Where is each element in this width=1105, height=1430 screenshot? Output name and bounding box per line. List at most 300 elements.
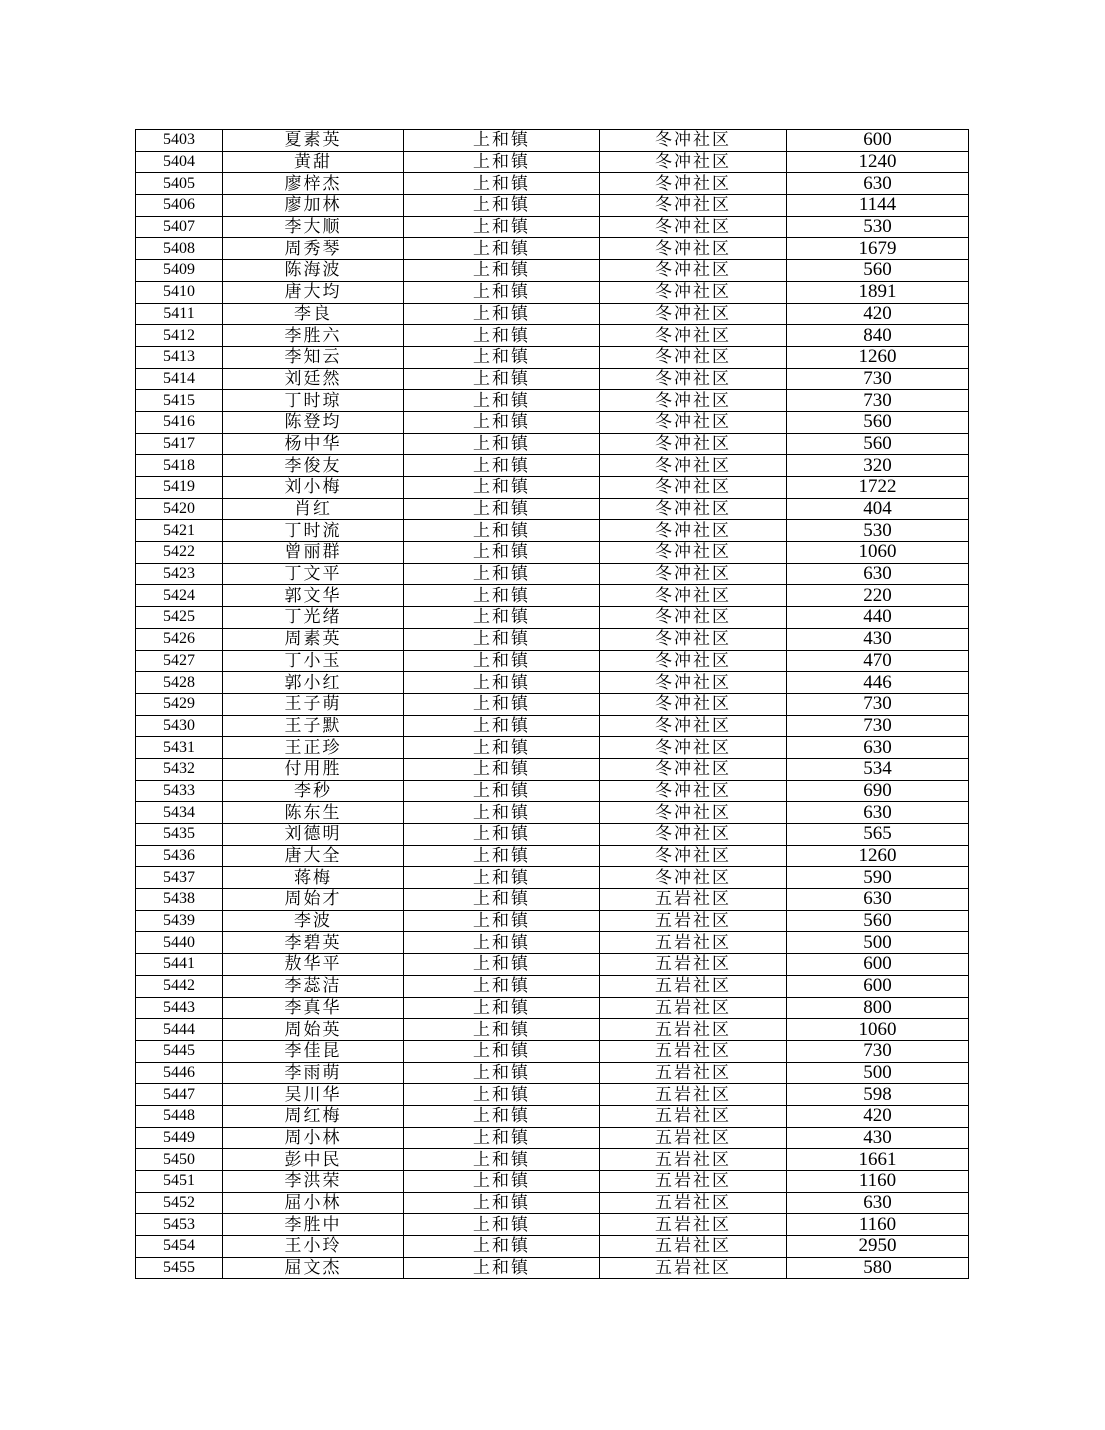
person-name-cell: 李蕊洁: [223, 975, 404, 997]
row-id-cell: 5426: [136, 628, 223, 650]
amount-cell: 446: [787, 672, 969, 694]
person-name-cell: 李雨萌: [223, 1062, 404, 1084]
person-name-cell: 周小林: [223, 1127, 404, 1149]
row-id-cell: 5420: [136, 498, 223, 520]
row-id-cell: 5453: [136, 1214, 223, 1236]
amount-cell: 220: [787, 585, 969, 607]
amount-cell: 1240: [787, 151, 969, 173]
amount-cell: 1160: [787, 1171, 969, 1193]
town-cell: 上和镇: [404, 780, 600, 802]
town-cell: 上和镇: [404, 585, 600, 607]
town-cell: 上和镇: [404, 325, 600, 347]
table-row: [136, 498, 969, 520]
person-name-cell: 吴川华: [223, 1084, 404, 1106]
town-cell: 上和镇: [404, 1019, 600, 1041]
town-cell: 上和镇: [404, 563, 600, 585]
amount-cell: 1060: [787, 542, 969, 564]
row-id-cell: 5414: [136, 368, 223, 390]
town-cell: 上和镇: [404, 1127, 600, 1149]
table-row: [136, 1105, 969, 1127]
table-row: [136, 1127, 969, 1149]
amount-cell: 470: [787, 650, 969, 672]
community-cell: 冬冲社区: [600, 433, 787, 455]
community-cell: 冬冲社区: [600, 650, 787, 672]
town-cell: 上和镇: [404, 498, 600, 520]
roster-table: [135, 129, 969, 1279]
town-cell: 上和镇: [404, 889, 600, 911]
community-cell: 冬冲社区: [600, 520, 787, 542]
person-name-cell: 周秀琴: [223, 238, 404, 260]
amount-cell: 730: [787, 715, 969, 737]
town-cell: 上和镇: [404, 715, 600, 737]
amount-cell: 630: [787, 737, 969, 759]
roster-table-body: [136, 130, 969, 1279]
table-row: [136, 737, 969, 759]
row-id-cell: 5441: [136, 954, 223, 976]
table-row: [136, 1149, 969, 1171]
amount-cell: 2950: [787, 1236, 969, 1258]
person-name-cell: 廖加林: [223, 195, 404, 217]
row-id-cell: 5416: [136, 411, 223, 433]
table-row: [136, 607, 969, 629]
row-id-cell: 5444: [136, 1019, 223, 1041]
row-id-cell: 5446: [136, 1062, 223, 1084]
row-id-cell: 5408: [136, 238, 223, 260]
community-cell: 冬冲社区: [600, 824, 787, 846]
table-row: [136, 390, 969, 412]
table-row: [136, 1236, 969, 1258]
amount-cell: 560: [787, 411, 969, 433]
table-row: [136, 585, 969, 607]
table-row: [136, 889, 969, 911]
table-row: [136, 1192, 969, 1214]
person-name-cell: 刘廷然: [223, 368, 404, 390]
amount-cell: 404: [787, 498, 969, 520]
row-id-cell: 5451: [136, 1171, 223, 1193]
town-cell: 上和镇: [404, 997, 600, 1019]
row-id-cell: 5415: [136, 390, 223, 412]
amount-cell: 690: [787, 780, 969, 802]
row-id-cell: 5411: [136, 303, 223, 325]
amount-cell: 560: [787, 260, 969, 282]
town-cell: 上和镇: [404, 1257, 600, 1279]
amount-cell: 1144: [787, 195, 969, 217]
amount-cell: 630: [787, 889, 969, 911]
town-cell: 上和镇: [404, 130, 600, 152]
table-row: [136, 238, 969, 260]
table-row: [136, 997, 969, 1019]
table-row: [136, 1171, 969, 1193]
row-id-cell: 5435: [136, 824, 223, 846]
amount-cell: 630: [787, 173, 969, 195]
row-id-cell: 5413: [136, 346, 223, 368]
row-id-cell: 5454: [136, 1236, 223, 1258]
town-cell: 上和镇: [404, 932, 600, 954]
person-name-cell: 黄甜: [223, 151, 404, 173]
town-cell: 上和镇: [404, 975, 600, 997]
row-id-cell: 5412: [136, 325, 223, 347]
amount-cell: 530: [787, 216, 969, 238]
row-id-cell: 5421: [136, 520, 223, 542]
community-cell: 冬冲社区: [600, 477, 787, 499]
community-cell: 冬冲社区: [600, 390, 787, 412]
amount-cell: 730: [787, 390, 969, 412]
row-id-cell: 5437: [136, 867, 223, 889]
person-name-cell: 丁时琼: [223, 390, 404, 412]
row-id-cell: 5409: [136, 260, 223, 282]
table-row: [136, 1084, 969, 1106]
table-row: [136, 281, 969, 303]
row-id-cell: 5434: [136, 802, 223, 824]
row-id-cell: 5428: [136, 672, 223, 694]
community-cell: 冬冲社区: [600, 585, 787, 607]
town-cell: 上和镇: [404, 1192, 600, 1214]
amount-cell: 500: [787, 1062, 969, 1084]
row-id-cell: 5450: [136, 1149, 223, 1171]
town-cell: 上和镇: [404, 1171, 600, 1193]
row-id-cell: 5442: [136, 975, 223, 997]
person-name-cell: 李波: [223, 910, 404, 932]
person-name-cell: 屈小林: [223, 1192, 404, 1214]
community-cell: 五岩社区: [600, 1149, 787, 1171]
town-cell: 上和镇: [404, 954, 600, 976]
town-cell: 上和镇: [404, 628, 600, 650]
town-cell: 上和镇: [404, 1105, 600, 1127]
row-id-cell: 5407: [136, 216, 223, 238]
person-name-cell: 李俊友: [223, 455, 404, 477]
community-cell: 五岩社区: [600, 1105, 787, 1127]
amount-cell: 590: [787, 867, 969, 889]
row-id-cell: 5417: [136, 433, 223, 455]
amount-cell: 1260: [787, 346, 969, 368]
town-cell: 上和镇: [404, 411, 600, 433]
amount-cell: 560: [787, 910, 969, 932]
person-name-cell: 王子萌: [223, 693, 404, 715]
community-cell: 五岩社区: [600, 1040, 787, 1062]
community-cell: 冬冲社区: [600, 758, 787, 780]
community-cell: 五岩社区: [600, 1192, 787, 1214]
table-row: [136, 195, 969, 217]
person-name-cell: 王正珍: [223, 737, 404, 759]
person-name-cell: 周始英: [223, 1019, 404, 1041]
amount-cell: 440: [787, 607, 969, 629]
row-id-cell: 5447: [136, 1084, 223, 1106]
community-cell: 冬冲社区: [600, 173, 787, 195]
person-name-cell: 李知云: [223, 346, 404, 368]
row-id-cell: 5443: [136, 997, 223, 1019]
amount-cell: 420: [787, 303, 969, 325]
community-cell: 冬冲社区: [600, 780, 787, 802]
table-row: [136, 975, 969, 997]
table-row: [136, 325, 969, 347]
person-name-cell: 曾丽群: [223, 542, 404, 564]
amount-cell: 1060: [787, 1019, 969, 1041]
amount-cell: 630: [787, 802, 969, 824]
community-cell: 五岩社区: [600, 932, 787, 954]
town-cell: 上和镇: [404, 455, 600, 477]
community-cell: 冬冲社区: [600, 325, 787, 347]
table-row: [136, 1040, 969, 1062]
town-cell: 上和镇: [404, 650, 600, 672]
amount-cell: 730: [787, 1040, 969, 1062]
table-row: [136, 130, 969, 152]
amount-cell: 840: [787, 325, 969, 347]
community-cell: 冬冲社区: [600, 845, 787, 867]
town-cell: 上和镇: [404, 1040, 600, 1062]
community-cell: 冬冲社区: [600, 802, 787, 824]
row-id-cell: 5410: [136, 281, 223, 303]
table-row: [136, 477, 969, 499]
row-id-cell: 5452: [136, 1192, 223, 1214]
community-cell: 五岩社区: [600, 1084, 787, 1106]
row-id-cell: 5422: [136, 542, 223, 564]
community-cell: 冬冲社区: [600, 411, 787, 433]
amount-cell: 500: [787, 932, 969, 954]
person-name-cell: 夏素英: [223, 130, 404, 152]
table-row: [136, 715, 969, 737]
table-row: [136, 542, 969, 564]
table-row: [136, 758, 969, 780]
amount-cell: 530: [787, 520, 969, 542]
town-cell: 上和镇: [404, 195, 600, 217]
row-id-cell: 5405: [136, 173, 223, 195]
amount-cell: 320: [787, 455, 969, 477]
amount-cell: 430: [787, 1127, 969, 1149]
person-name-cell: 廖梓杰: [223, 173, 404, 195]
row-id-cell: 5433: [136, 780, 223, 802]
person-name-cell: 付用胜: [223, 758, 404, 780]
community-cell: 冬冲社区: [600, 737, 787, 759]
town-cell: 上和镇: [404, 824, 600, 846]
person-name-cell: 李洪荣: [223, 1171, 404, 1193]
table-row: [136, 1257, 969, 1279]
amount-cell: 630: [787, 1192, 969, 1214]
community-cell: 冬冲社区: [600, 672, 787, 694]
amount-cell: 1722: [787, 477, 969, 499]
town-cell: 上和镇: [404, 542, 600, 564]
town-cell: 上和镇: [404, 1084, 600, 1106]
town-cell: 上和镇: [404, 1236, 600, 1258]
table-row: [136, 1019, 969, 1041]
town-cell: 上和镇: [404, 910, 600, 932]
amount-cell: 1891: [787, 281, 969, 303]
person-name-cell: 敖华平: [223, 954, 404, 976]
town-cell: 上和镇: [404, 151, 600, 173]
table-row: [136, 650, 969, 672]
town-cell: 上和镇: [404, 238, 600, 260]
community-cell: 冬冲社区: [600, 281, 787, 303]
community-cell: 冬冲社区: [600, 195, 787, 217]
table-row: [136, 824, 969, 846]
person-name-cell: 郭文华: [223, 585, 404, 607]
town-cell: 上和镇: [404, 845, 600, 867]
community-cell: 五岩社区: [600, 1236, 787, 1258]
person-name-cell: 蒋梅: [223, 867, 404, 889]
community-cell: 五岩社区: [600, 1062, 787, 1084]
town-cell: 上和镇: [404, 346, 600, 368]
amount-cell: 580: [787, 1257, 969, 1279]
table-row: [136, 932, 969, 954]
town-cell: 上和镇: [404, 216, 600, 238]
table-row: [136, 411, 969, 433]
person-name-cell: 李良: [223, 303, 404, 325]
person-name-cell: 李秒: [223, 780, 404, 802]
person-name-cell: 唐大全: [223, 845, 404, 867]
person-name-cell: 李真华: [223, 997, 404, 1019]
row-id-cell: 5403: [136, 130, 223, 152]
town-cell: 上和镇: [404, 260, 600, 282]
amount-cell: 730: [787, 368, 969, 390]
table-row: [136, 1214, 969, 1236]
row-id-cell: 5436: [136, 845, 223, 867]
person-name-cell: 李胜中: [223, 1214, 404, 1236]
table-row: [136, 954, 969, 976]
person-name-cell: 王小玲: [223, 1236, 404, 1258]
community-cell: 冬冲社区: [600, 607, 787, 629]
person-name-cell: 李大顺: [223, 216, 404, 238]
person-name-cell: 彭中民: [223, 1149, 404, 1171]
amount-cell: 1160: [787, 1214, 969, 1236]
amount-cell: 420: [787, 1105, 969, 1127]
community-cell: 冬冲社区: [600, 693, 787, 715]
community-cell: 冬冲社区: [600, 542, 787, 564]
community-cell: 五岩社区: [600, 889, 787, 911]
amount-cell: 600: [787, 954, 969, 976]
person-name-cell: 李佳昆: [223, 1040, 404, 1062]
person-name-cell: 屈文杰: [223, 1257, 404, 1279]
community-cell: 冬冲社区: [600, 346, 787, 368]
table-row: [136, 433, 969, 455]
table-row: [136, 867, 969, 889]
table-row: [136, 455, 969, 477]
town-cell: 上和镇: [404, 672, 600, 694]
table-row: [136, 845, 969, 867]
community-cell: 冬冲社区: [600, 151, 787, 173]
person-name-cell: 陈东生: [223, 802, 404, 824]
person-name-cell: 周素英: [223, 628, 404, 650]
community-cell: 冬冲社区: [600, 368, 787, 390]
table-row: [136, 520, 969, 542]
amount-cell: 565: [787, 824, 969, 846]
table-row: [136, 216, 969, 238]
community-cell: 五岩社区: [600, 1214, 787, 1236]
town-cell: 上和镇: [404, 281, 600, 303]
amount-cell: 1661: [787, 1149, 969, 1171]
town-cell: 上和镇: [404, 802, 600, 824]
community-cell: 冬冲社区: [600, 303, 787, 325]
amount-cell: 1260: [787, 845, 969, 867]
row-id-cell: 5429: [136, 693, 223, 715]
person-name-cell: 丁文平: [223, 563, 404, 585]
town-cell: 上和镇: [404, 477, 600, 499]
person-name-cell: 王子默: [223, 715, 404, 737]
amount-cell: 600: [787, 130, 969, 152]
row-id-cell: 5425: [136, 607, 223, 629]
town-cell: 上和镇: [404, 1062, 600, 1084]
table-row: [136, 628, 969, 650]
person-name-cell: 郭小红: [223, 672, 404, 694]
row-id-cell: 5423: [136, 563, 223, 585]
row-id-cell: 5449: [136, 1127, 223, 1149]
row-id-cell: 5419: [136, 477, 223, 499]
town-cell: 上和镇: [404, 737, 600, 759]
community-cell: 五岩社区: [600, 1019, 787, 1041]
person-name-cell: 陈海波: [223, 260, 404, 282]
amount-cell: 800: [787, 997, 969, 1019]
row-id-cell: 5430: [136, 715, 223, 737]
community-cell: 冬冲社区: [600, 498, 787, 520]
row-id-cell: 5440: [136, 932, 223, 954]
person-name-cell: 周始才: [223, 889, 404, 911]
amount-cell: 630: [787, 563, 969, 585]
table-row: [136, 910, 969, 932]
amount-cell: 560: [787, 433, 969, 455]
community-cell: 五岩社区: [600, 910, 787, 932]
community-cell: 五岩社区: [600, 975, 787, 997]
town-cell: 上和镇: [404, 368, 600, 390]
community-cell: 冬冲社区: [600, 130, 787, 152]
amount-cell: 534: [787, 758, 969, 780]
person-name-cell: 李碧英: [223, 932, 404, 954]
table-row: [136, 346, 969, 368]
town-cell: 上和镇: [404, 693, 600, 715]
community-cell: 冬冲社区: [600, 455, 787, 477]
amount-cell: 600: [787, 975, 969, 997]
town-cell: 上和镇: [404, 390, 600, 412]
town-cell: 上和镇: [404, 303, 600, 325]
community-cell: 冬冲社区: [600, 216, 787, 238]
town-cell: 上和镇: [404, 520, 600, 542]
community-cell: 五岩社区: [600, 1257, 787, 1279]
community-cell: 五岩社区: [600, 1171, 787, 1193]
community-cell: 冬冲社区: [600, 715, 787, 737]
table-row: [136, 693, 969, 715]
person-name-cell: 周红梅: [223, 1105, 404, 1127]
community-cell: 五岩社区: [600, 997, 787, 1019]
community-cell: 冬冲社区: [600, 628, 787, 650]
table-row: [136, 1062, 969, 1084]
table-row: [136, 260, 969, 282]
table-row: [136, 151, 969, 173]
community-cell: 冬冲社区: [600, 238, 787, 260]
person-name-cell: 丁小玉: [223, 650, 404, 672]
community-cell: 五岩社区: [600, 954, 787, 976]
town-cell: 上和镇: [404, 1214, 600, 1236]
table-row: [136, 802, 969, 824]
amount-cell: 430: [787, 628, 969, 650]
row-id-cell: 5445: [136, 1040, 223, 1062]
town-cell: 上和镇: [404, 173, 600, 195]
row-id-cell: 5431: [136, 737, 223, 759]
person-name-cell: 刘德明: [223, 824, 404, 846]
table-row: [136, 368, 969, 390]
person-name-cell: 杨中华: [223, 433, 404, 455]
table-row: [136, 563, 969, 585]
person-name-cell: 李胜六: [223, 325, 404, 347]
row-id-cell: 5448: [136, 1105, 223, 1127]
person-name-cell: 肖红: [223, 498, 404, 520]
row-id-cell: 5439: [136, 910, 223, 932]
community-cell: 冬冲社区: [600, 260, 787, 282]
row-id-cell: 5438: [136, 889, 223, 911]
community-cell: 冬冲社区: [600, 867, 787, 889]
row-id-cell: 5418: [136, 455, 223, 477]
town-cell: 上和镇: [404, 607, 600, 629]
row-id-cell: 5406: [136, 195, 223, 217]
table-row: [136, 672, 969, 694]
town-cell: 上和镇: [404, 867, 600, 889]
person-name-cell: 丁光绪: [223, 607, 404, 629]
